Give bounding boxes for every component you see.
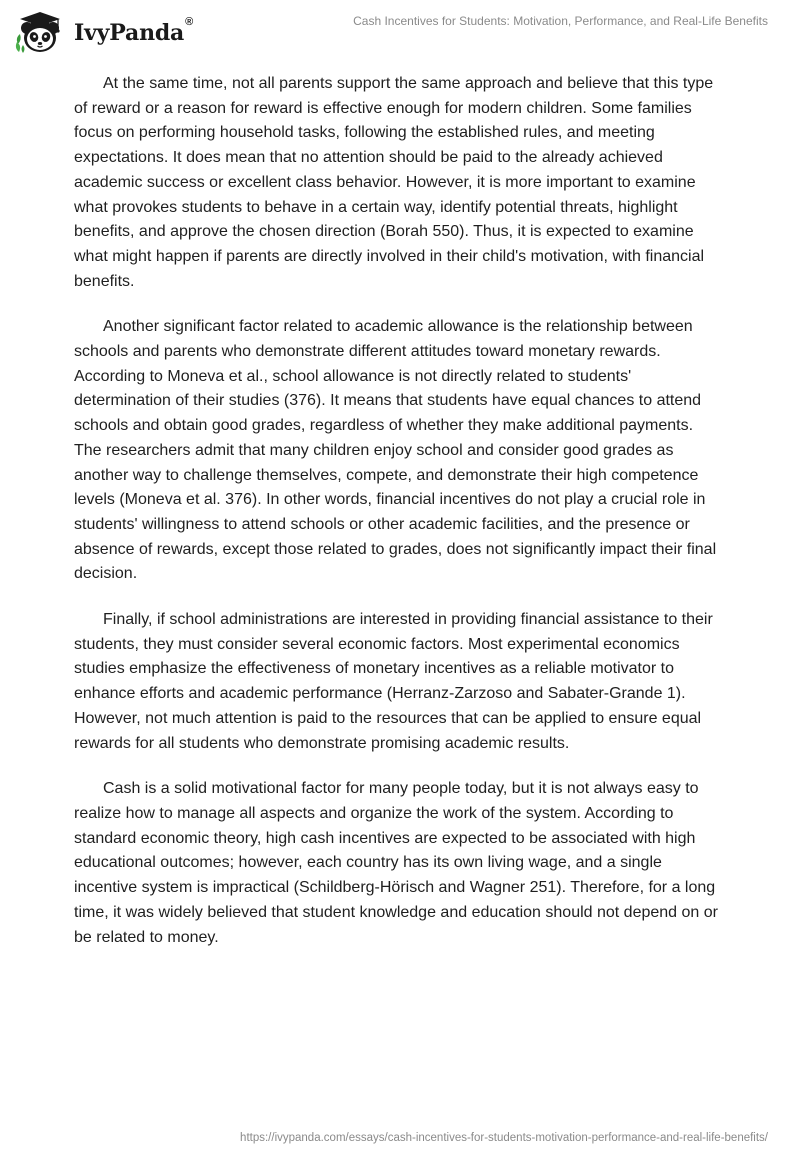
paragraph: Finally, if school administrations are interested in providing financial assistance to their students, they must consider several economic factors. Most experimental economics studies emphasize the effectiveness of monetary incentives as a reliable motivator to enhance efforts and academic performance (Herranz-Zarzoso and Sabater-Grande 1). However, not much attention is paid to the resources that can be applied to ensure equal rewards for all students who demonstrate promising academic results.: [74, 611, 713, 752]
panda-graduate-icon: [14, 8, 70, 56]
paragraph: At the same time, not all parents support the same approach and believe that this type of reward or a reason for reward is effective enough for modern children. Some families focus on performing household tasks, following the established rules, and meeting expectations. It does mean that no attention should be paid to the already achieved academic success or excellent class behavior. However, it is more important to examine what provokes students to behave in a certain way, identify potential threats, highlight benefits, and approve the chosen direction (Borah 550). Thus, it is expected to examine what might happen if parents are directly involved in their child's motivation, with financial benefits.: [74, 75, 714, 290]
paragraph: Another significant factor related to academic allowance is the relationship between schools and parents who demonstrate different attitudes toward monetary rewards. According to Moneva et al., school allowance is not directly related to students' determination of their studies (376). It means that students have equal chances to attend schools and obtain good grades, regardless of whether they make additional payments. The researchers admit that many children enjoy school and consider good grades as another way to challenge themselves, compete, and demonstrate their high competence levels (Moneva et al. 376). In other words, financial incentives do not play a crucial role in students' willingness to attend schools or other academic facilities, and the presence or absence of rewards, except those related to grades, does not significantly impact their final decision.: [74, 318, 717, 583]
document-title: Cash Incentives for Students: Motivation, Performance, and Real-Life Benefits: [353, 14, 768, 28]
logo-wordmark: IvyPanda®: [74, 16, 194, 46]
source-url[interactable]: https://ivypanda.com/essays/cash-incentives-for-students-motivation-performance-and-real-life-benefits/: [240, 1132, 768, 1144]
ivypanda-logo[interactable]: [14, 8, 193, 56]
paragraph: Cash is a solid motivational factor for many people today, but it is not always easy to realize how to manage all aspects and organize the work of the system. According to standard economic theory, high cash incentives are expected to be associated with high educational outcomes; however, each country has its own living wage, and a single incentive system is impractical (Schildberg-Hörisch and Wagner 251). Therefore, for a long time, it was widely believed that student knowledge and education should not depend on or be related to money.: [74, 780, 718, 946]
page-header: [0, 0, 800, 60]
essay-body: [74, 72, 722, 971]
registered-mark: ®: [185, 16, 194, 28]
